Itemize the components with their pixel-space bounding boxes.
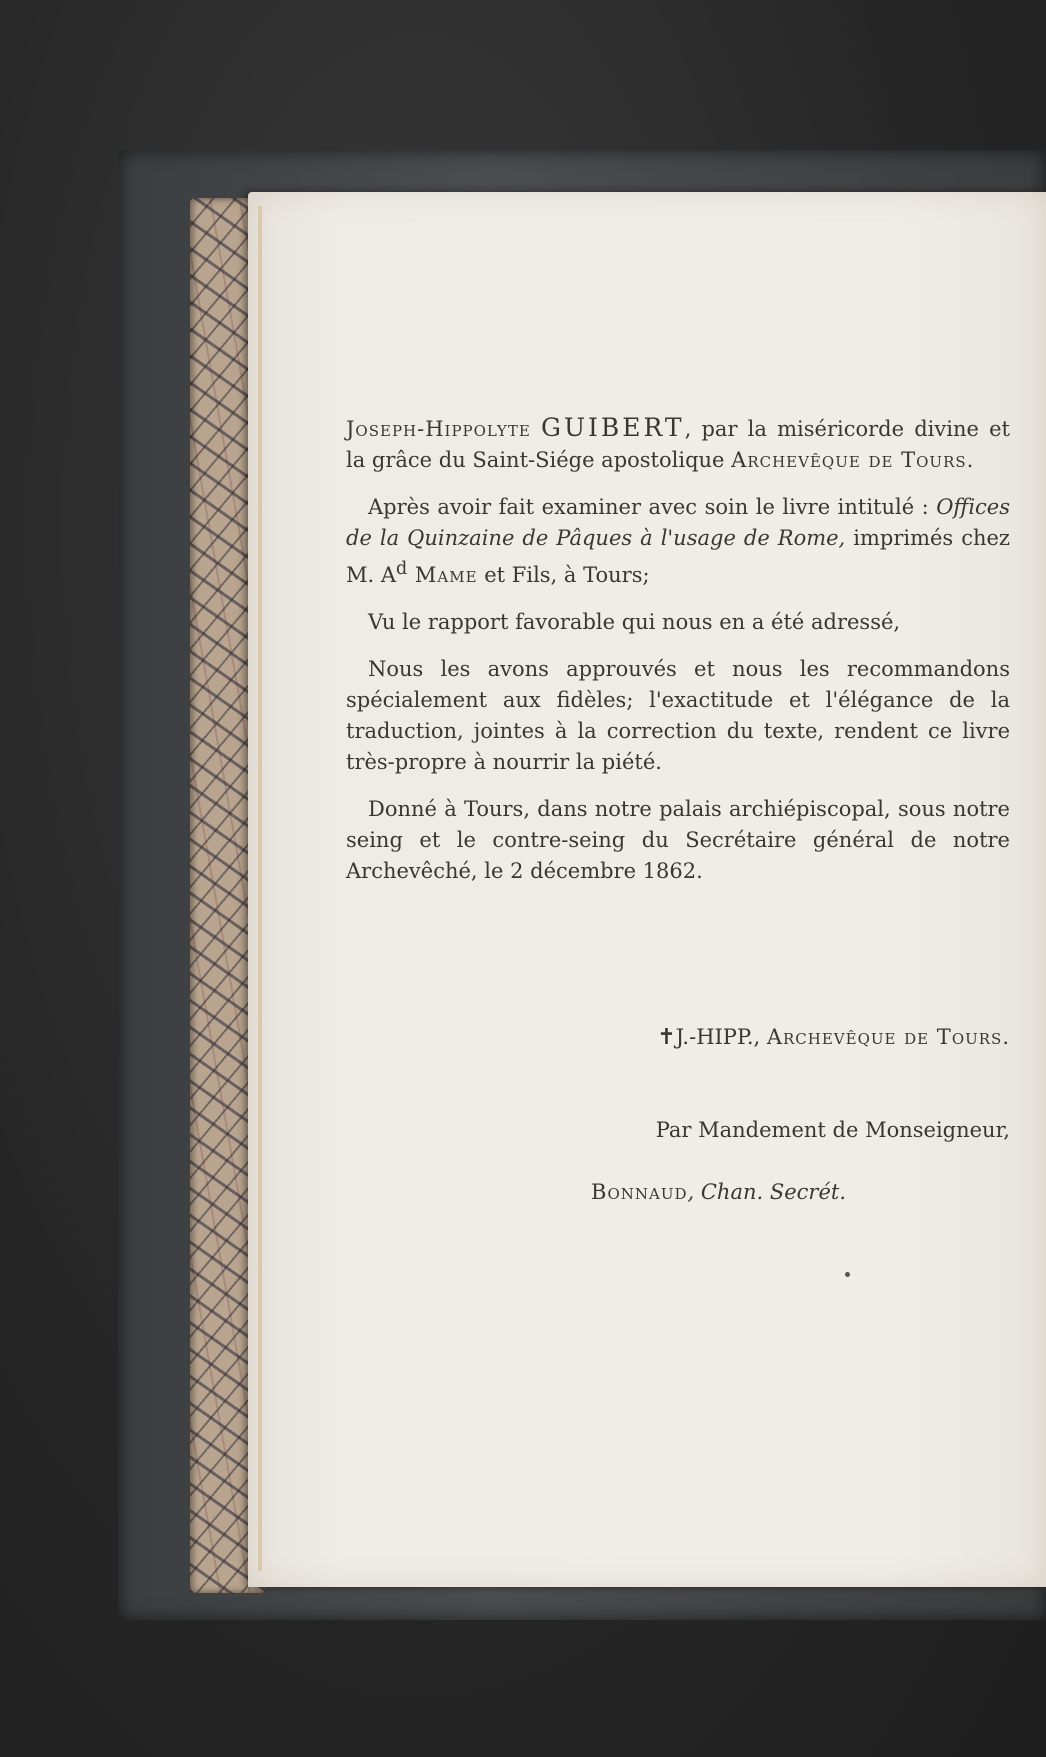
- printer-text: imprimés chez M. A: [346, 526, 1010, 587]
- secretary-title: , Chan. Secrét.: [687, 1180, 846, 1204]
- archbishop-given-names: Joseph-Hippolyte: [346, 417, 531, 441]
- book-title: Offices de la Quinzaine de Pâques à l'usage de Rome,: [346, 495, 1010, 550]
- book-page: [248, 192, 1046, 1587]
- paragraph-examination-text: Après avoir fait examiner avec soin le livre intitulé :: [368, 495, 937, 519]
- archbishop-title: Archevêque de Tours.: [731, 448, 975, 472]
- archbishop-surname: GUIBERT: [541, 413, 685, 442]
- secretary-name: Bonnaud: [591, 1180, 688, 1204]
- secretary-signature: [286, 1180, 846, 1204]
- decree-intro: [346, 412, 1010, 476]
- decree-intro-text: , par la miséricorde divine et la grâce du Saint-Siége apostolique: [346, 417, 1010, 472]
- page-gutter: [258, 206, 262, 1571]
- printer-superscript: d: [396, 559, 408, 579]
- mandate-line: Par Mandement de Monseigneur,: [655, 1118, 1010, 1142]
- paragraph-examination: [346, 492, 1010, 591]
- signature-name: J.-HIPP.,: [675, 1025, 767, 1049]
- printer-name: Mame: [407, 563, 478, 587]
- approbation-text: [346, 412, 1010, 887]
- ink-speck: [845, 1272, 850, 1277]
- archbishop-signature: [450, 1025, 1010, 1050]
- printer-location: et Fils, à Tours;: [477, 563, 650, 587]
- signature-title: Archevêque de Tours.: [766, 1025, 1010, 1049]
- paragraph-report: Vu le rapport favorable qui nous en a été adressé,: [368, 610, 901, 634]
- paragraph-approval: Nous les avons approuvés et nous les recommandons spécialement aux fidèles; l'exactitude et l'élégance de la traduction, jointes à la correction du texte, rendent ce livre très-propre à nourrir la piété.: [346, 657, 1010, 774]
- paragraph-given: Donné à Tours, dans notre palais archiépiscopal, sous notre seing et le contre-seing du Secrétaire général de notre Archevêché, le 2 décembre 1862.: [346, 797, 1010, 883]
- cross-icon: ✝: [657, 1025, 676, 1050]
